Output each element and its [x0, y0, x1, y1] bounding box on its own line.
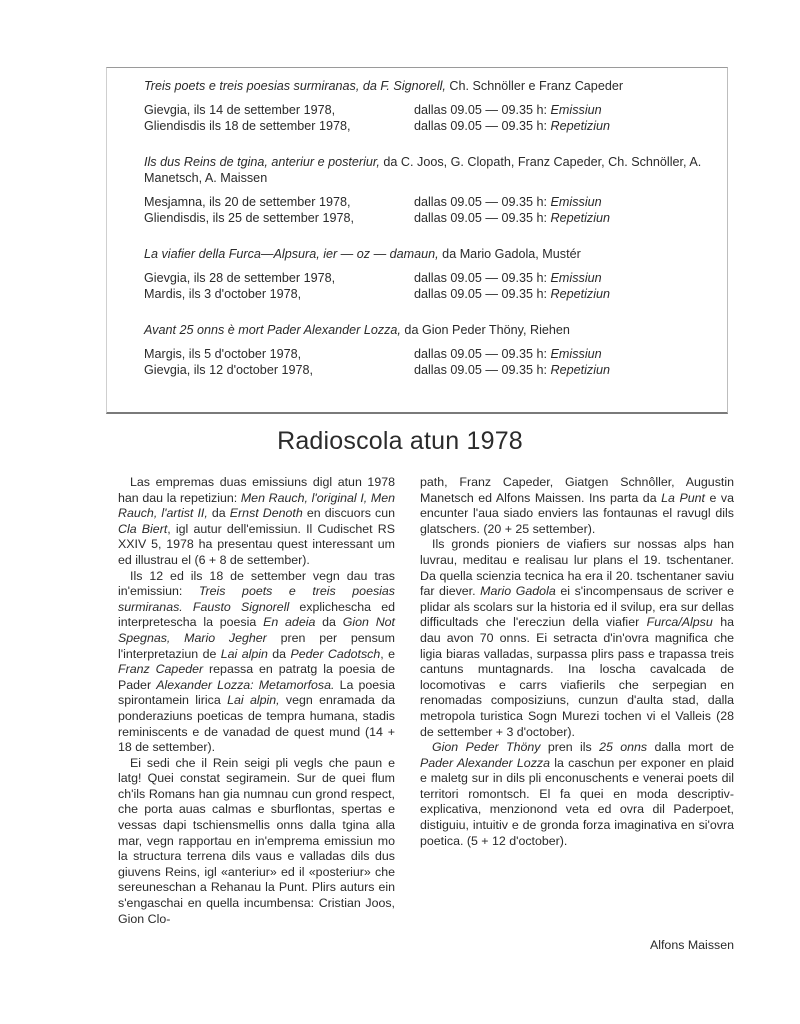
text-run: la caschun per exponer en plaid e maletg sur in dils pli enconuschents e venerai poets dil territori romontsch. El fa quei en moda descriptiv-explicativa, menzionond veta ed ovra dil Paderpoet, distiguiu, intuitiv e de gronda forza imaginativa en si'ovra poetica. (5 + 12 d'october).: [420, 755, 734, 848]
broadcast-date: Mardis, ils 3 d'october 1978,: [144, 287, 302, 301]
schedule-row: [144, 102, 704, 118]
programme-authors: da C. Joos, G. Clopath, Franz Capeder, Ch. Schnöller, A. Manetsch, A. Maissen: [144, 155, 702, 185]
text-run: da: [207, 506, 230, 521]
italic-text: 25 onns: [599, 740, 648, 755]
broadcast-type: Emissiun: [550, 347, 602, 361]
broadcast-time: dallas 09.05 — 09.35 h: Emissiun: [414, 103, 602, 117]
schedule: [144, 270, 704, 302]
broadcast-date: Gliendisdis, ils 25 de settember 1978,: [144, 211, 355, 225]
italic-text: Peder Cadotsch: [290, 646, 381, 661]
text-run: Ei sedi che il Rein seigi pli vegls che paun e latg! Quei constat segiramein. Sur de quei flum ch'ils Romans han gia numnau cun grond respect, che porta auas calmas e sburflontas, spertas e vessas dapi tschiensmellis onns dalla tgina alla mar, vegn rapportau en in'emprema emissiun mo la structura terrena dils vaus e valladas dils dus giuvens Reins, igl «anteriur» ed il «posteriur» che sereuneschan a Rehanau la Punt. Plirs auturs ein s'engaschai en quella incumbensa: Cristian Joos, Gion Clo-: [118, 755, 395, 926]
italic-text: En adeia: [263, 615, 316, 630]
broadcast-time: dallas 09.05 — 09.35 h: Repetiziun: [414, 287, 611, 301]
broadcast-date: Mesjamna, ils 20 de settember 1978,: [144, 195, 351, 209]
schedule-row: [144, 362, 704, 378]
programme-entry: [144, 246, 704, 302]
text-run: , igl autur dell'emissiun. Il Cudischet RS XXIV 5, 1978 ha presentau quest interessant um ed illustrau el (6 + 8 de settember).: [118, 521, 395, 567]
broadcast-date: Margis, ils 5 d'october 1978,: [144, 347, 302, 361]
schedule-row: [144, 194, 704, 210]
broadcast-date: Gievgia, ils 28 de settember 1978,: [144, 271, 336, 285]
programme-entry: [144, 78, 704, 134]
schedule-row: [144, 210, 704, 226]
broadcast-type: Emissiun: [550, 103, 602, 117]
text-run: Ils 12 ed ils 18 de settember vegn dau tras in'emissiun:: [118, 568, 395, 599]
broadcast-type: Repetiziun: [550, 119, 611, 133]
schedule: [144, 346, 704, 378]
italic-text: Gion Peder Thöny: [432, 740, 541, 755]
programme-schedule: [144, 78, 704, 378]
article-paragraph: [118, 475, 395, 569]
text-run: da: [315, 615, 343, 630]
italic-text: Alexander Lozza: Metamorfosa.: [156, 677, 335, 692]
italic-text: Lai alpin,: [227, 693, 280, 708]
broadcast-type: Repetiziun: [550, 287, 611, 301]
broadcast-type: Emissiun: [550, 271, 602, 285]
broadcast-type: Repetiziun: [550, 363, 611, 377]
broadcast-date: Gievgia, ils 14 de settember 1978,: [144, 103, 336, 117]
text-run: pren per pensum l'interpretaziun de: [118, 630, 395, 661]
schedule-row: [144, 286, 704, 302]
broadcast-date: Gliendisdis ils 18 de settember 1978,: [144, 119, 351, 133]
italic-text: Ernst Denoth: [229, 506, 303, 521]
article-paragraph: [420, 740, 734, 849]
broadcast-time: dallas 09.05 — 09.35 h: Emissiun: [414, 347, 602, 361]
programme-title: [144, 246, 704, 262]
programme-title-italic: Avant 25 onns è mort Pader Alexander Lozza,: [144, 323, 401, 337]
article-paragraph: [118, 569, 395, 756]
programme-entry: [144, 154, 704, 226]
programme-title-italic: Ils dus Reins de tgina, anteriur e posteriur,: [144, 155, 380, 169]
programme-title-italic: La viafier della Furca—Alpsura, ier — oz — damaun,: [144, 247, 439, 261]
broadcast-time: dallas 09.05 — 09.35 h: Emissiun: [414, 195, 602, 209]
article-paragraph: [420, 475, 734, 537]
article-column-left: [118, 475, 395, 927]
article-paragraph: [420, 537, 734, 740]
italic-text: Furca/Alpsu: [646, 615, 713, 630]
programme-title: [144, 78, 704, 94]
text-run: da: [267, 646, 291, 661]
italic-text: Pader Alexander Lozza: [420, 755, 550, 770]
broadcast-time: dallas 09.05 — 09.35 h: Emissiun: [414, 271, 602, 285]
programme-authors: Ch. Schnöller e Franz Capeder: [445, 79, 624, 93]
text-run: Las empremas duas emissiuns digl atun 1978 han dau la repetiziun:: [118, 475, 395, 505]
programme-entry: [144, 322, 704, 378]
broadcast-type: Emissiun: [550, 195, 602, 209]
italic-text: Cla Biert: [118, 521, 168, 536]
italic-text: Lai alpin: [220, 646, 268, 661]
text-run: , e: [380, 646, 395, 661]
italic-text: La Punt: [661, 490, 705, 505]
programme-title-italic: Treis poets e treis poesias surmiranas, da F. Signorell,: [144, 79, 446, 93]
italic-text: Franz Capeder: [118, 662, 204, 677]
article-column-right: [420, 475, 734, 849]
text-run: e va encunter l'aua siado enviers las fontaunas el ravugl dils glatschers. (20 + 25 settember).: [420, 490, 734, 536]
broadcast-time: dallas 09.05 — 09.35 h: Repetiziun: [414, 363, 611, 377]
programme-authors: da Mario Gadola, Mustér: [438, 247, 581, 261]
broadcast-time: dallas 09.05 — 09.35 h: Repetiziun: [414, 211, 611, 225]
text-run: ha dau avon 70 onns. Ei setracta d'in'ovra magnifica che ligia biaras valladas, surpassa plirs pass e trapassa treis cantuns muntagnards. Ina loscha cavalcada de locomotivas e carrs viafierils che serpegian en renomadas composiziuns, cunzun d'aulta stad, dalla metropola turistica Sogn Murezi tochen vi el Valleis (28 de settember + 3 d'october).: [420, 615, 734, 739]
italic-text: Gion Not Spegnas, Mario Jegher: [118, 615, 396, 645]
programme-title: [144, 322, 704, 338]
broadcast-date: Gievgia, ils 12 d'october 1978,: [144, 363, 314, 377]
schedule: [144, 194, 704, 226]
text-run: ei s'incompensaus de scriver e plidar als scolars sur la historia ed il svilup, era sur dellas difficultads che l'erecziun della viafier: [420, 584, 734, 630]
schedule: [144, 102, 704, 134]
programme-authors: da Gion Peder Thöny, Riehen: [400, 323, 570, 337]
schedule-row: [144, 118, 704, 134]
text-run: dalla mort de: [647, 740, 734, 755]
text-run: pren ils: [540, 740, 600, 755]
text-run: La poesia spirontamein lirica: [118, 677, 395, 708]
text-run: path, Franz Capeder, Giatgen Schnôller, Augustin Manetsch ed Alfons Maissen. Ins parta da: [420, 475, 734, 505]
italic-text: Treis poets e treis poesias surmiranas. Fausto Signorell: [118, 584, 395, 614]
article-title: Radioscola atun 1978: [277, 427, 523, 455]
schedule-row: [144, 270, 704, 286]
italic-text: Mario Gadola: [480, 584, 556, 599]
programme-title: [144, 154, 704, 186]
author-signature: Alfons Maissen: [649, 938, 734, 952]
text-run: explichescha ed interpretescha la poesia: [118, 599, 395, 630]
schedule-row: [144, 346, 704, 362]
text-run: en discuors cun: [302, 506, 395, 521]
broadcast-type: Repetiziun: [550, 211, 611, 225]
broadcast-time: dallas 09.05 — 09.35 h: Repetiziun: [414, 119, 611, 133]
article-paragraph: [118, 756, 395, 928]
text-run: vegn enramada da ponderaziuns poeticas de tempra humana, stadis reminiscents e de vanadad de quest mund (14 + 18 de settember).: [118, 693, 395, 755]
text-run: repassa en patratg la poesia de Pader: [118, 662, 395, 692]
text-run: Ils gronds pioniers de viafiers sur nossas alps han luvrau, meditau e realisau lur plans el 19. tschentaner. Da quella scienzia tecnica ha era il 20. tschentaner saviu far diever.: [420, 537, 734, 599]
italic-text: Men Rauch, l'original I, Men Rauch, l'artist II,: [118, 490, 395, 521]
